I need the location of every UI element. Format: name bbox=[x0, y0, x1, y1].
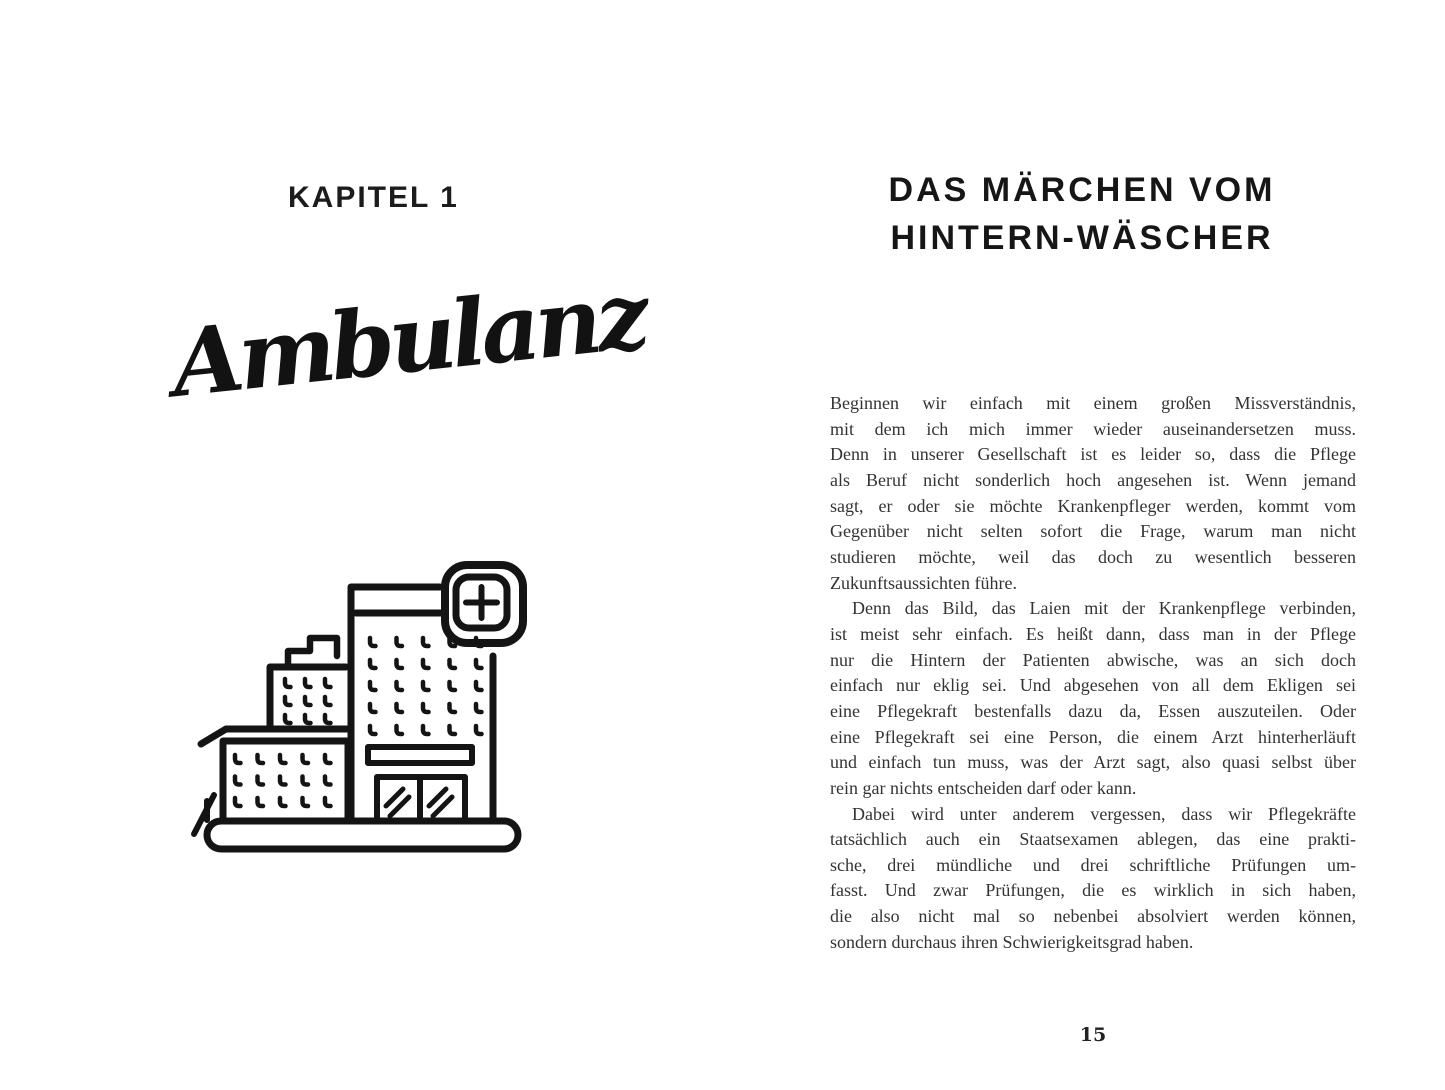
body-line: Beginnen wir einfach mit einem großen Missverständnis, bbox=[830, 393, 1356, 413]
body-line: sagt, er oder sie möchte Krankenpfleger werden, kommt vom bbox=[830, 495, 1356, 516]
body-line: tatsächlich auch ein Staatsexamen ablegen, das eine prakti- bbox=[830, 829, 1356, 850]
chapter-heading bbox=[820, 166, 1344, 262]
entrance-doors bbox=[377, 777, 465, 821]
body-line: als Beruf nicht sonderlich hoch angesehen ist. Wenn jemand bbox=[830, 469, 1356, 490]
body-line: ist meist sehr einfach. Es heißt dann, dass man in der Pflege bbox=[830, 623, 1356, 644]
body-line: und einfach tun muss, was der Arzt sagt, also quasi selbst über bbox=[830, 752, 1356, 773]
body-line: sche, drei mündliche und drei schriftliche Prüfungen um- bbox=[830, 854, 1356, 875]
body-line: rein gar nichts entscheiden darf oder kann. bbox=[830, 777, 1137, 798]
mid-building bbox=[270, 638, 346, 727]
body-line: Zukunftsaussichten führe. bbox=[830, 572, 1017, 593]
body-line: Denn in unserer Gesellschaft ist es leider so, dass die Pflege bbox=[830, 444, 1356, 465]
body-line: mit dem ich mich immer wieder auseinandersetzen muss. bbox=[830, 418, 1356, 439]
body-line: eine Pflegekraft bestenfalls dazu da, Essen auszuteilen. Oder bbox=[830, 700, 1356, 721]
entrance-sign bbox=[368, 747, 472, 763]
body-line: einfach nur eklig sei. Und abgesehen von all dem Ekligen sei bbox=[830, 675, 1356, 696]
page-number: 15 bbox=[1079, 1024, 1107, 1046]
ground-base bbox=[207, 821, 518, 849]
body-line: Gegenüber nicht selten sofort die Frage, warum man nicht bbox=[830, 521, 1356, 542]
body-line: sondern durchaus ihren Schwierigkeitsgrad haben. bbox=[830, 931, 1194, 952]
body-line: Denn das Bild, das Laien mit der Krankenpflege verbinden, bbox=[852, 598, 1356, 619]
body-line: eine Pflegekraft sei eine Person, die einem Arzt hinterherläuft bbox=[830, 726, 1356, 747]
chapter-script-title: Ambulanz bbox=[166, 261, 650, 419]
chapter-kicker: KAPITEL 1 bbox=[288, 181, 459, 214]
body-line: Dabei wird unter anderem vergessen, dass wir Pflegekräfte bbox=[852, 803, 1356, 824]
medical-plus-icon bbox=[445, 565, 523, 643]
body-text bbox=[830, 391, 1356, 955]
body-line: fasst. Und zwar Prüfungen, die es wirklich in sich haben, bbox=[830, 880, 1356, 901]
body-line: studieren möchte, weil das doch zu wesentlich besseren bbox=[830, 546, 1356, 567]
chapter-heading-line: DAS MÄRCHEN VOM bbox=[888, 171, 1276, 209]
body-line: die also nicht mal so nebenbei absolviert werden können, bbox=[830, 906, 1356, 927]
chapter-heading-line: HINTERN-WÄSCHER bbox=[890, 219, 1274, 257]
hospital-building-illustration bbox=[185, 545, 530, 855]
body-line: nur die Hintern der Patienten abwische, was an sich doch bbox=[830, 649, 1356, 670]
